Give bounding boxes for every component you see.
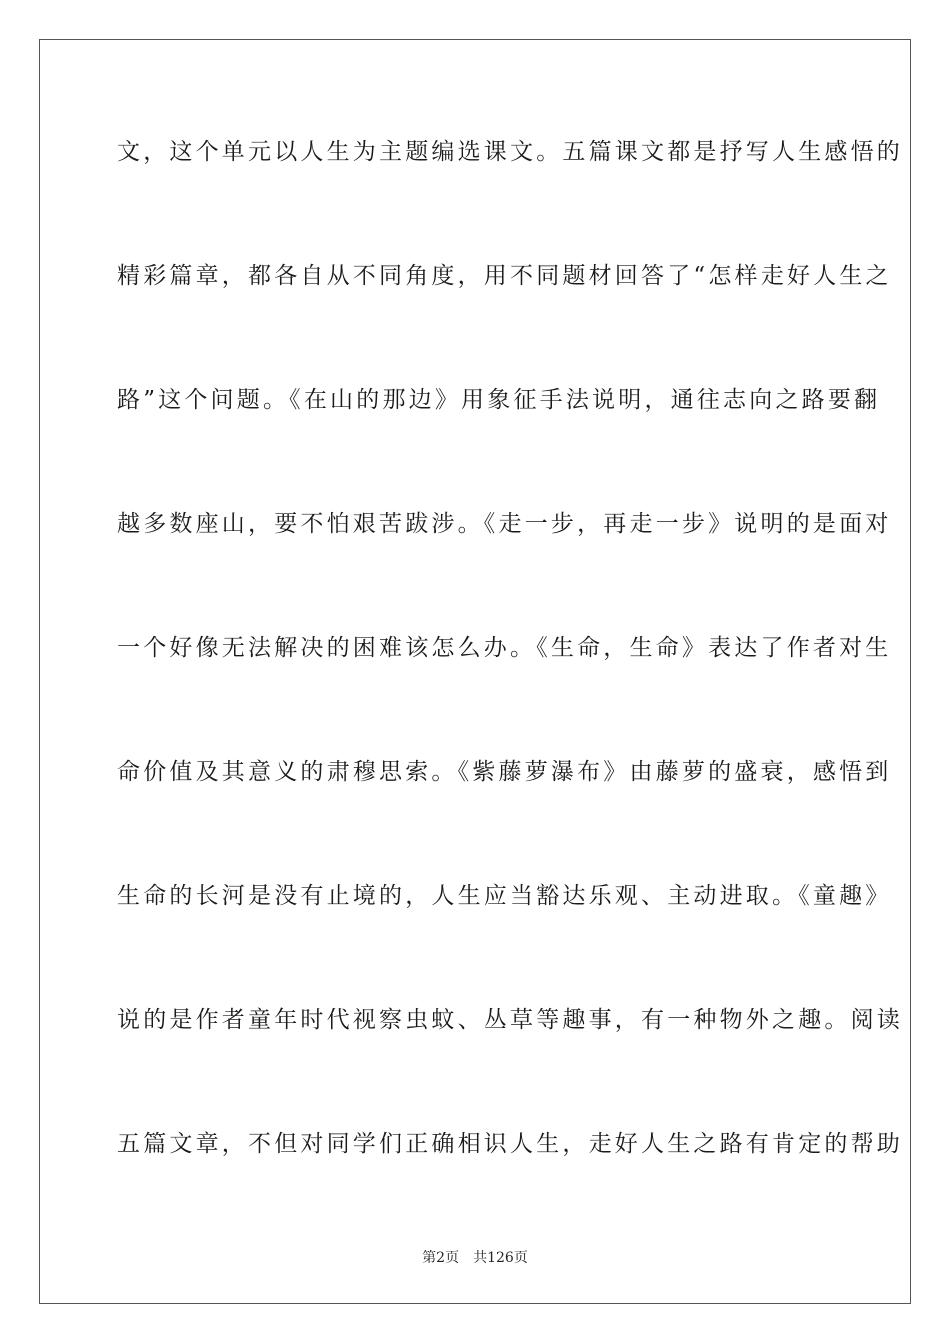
text-line: 一个好像无法解决的困难该怎么办。《生命，生命》表达了作者对生 [117, 635, 892, 661]
text-line: 越多数座山，要不怕艰苦跋涉。《走一步，再走一步》说明的是面对 [117, 511, 892, 537]
text-line: 精彩篇章，都各自从不同角度，用不同题材回答了“怎样走好人生之 [117, 263, 892, 289]
page-number: 第2页 [422, 1250, 460, 1266]
text-line: 文，这个单元以人生为主题编选课文。五篇课文都是抒写人生感悟的 [117, 139, 903, 165]
page-total: 共126页 [473, 1250, 528, 1266]
text-line: 五篇文章，不但对同学们正确相识人生，走好人生之路有肯定的帮助 [117, 1131, 903, 1157]
text-line: 说的是作者童年时代视察虫蚊、丛草等趣事，有一种物外之趣。阅读 [117, 1007, 903, 1033]
text-line: 路”这个问题。《在山的那边》用象征手法说明，通往志向之路要翻 [117, 387, 881, 413]
page-footer [0, 1247, 950, 1267]
text-line: 生命的长河是没有止境的，人生应当豁达乐观、主动进取。《童趣》 [117, 883, 892, 909]
text-line: 命价值及其意义的肃穆思索。《紫藤萝瀑布》由藤萝的盛衰，感悟到 [117, 759, 892, 785]
document-body [117, 123, 903, 1239]
